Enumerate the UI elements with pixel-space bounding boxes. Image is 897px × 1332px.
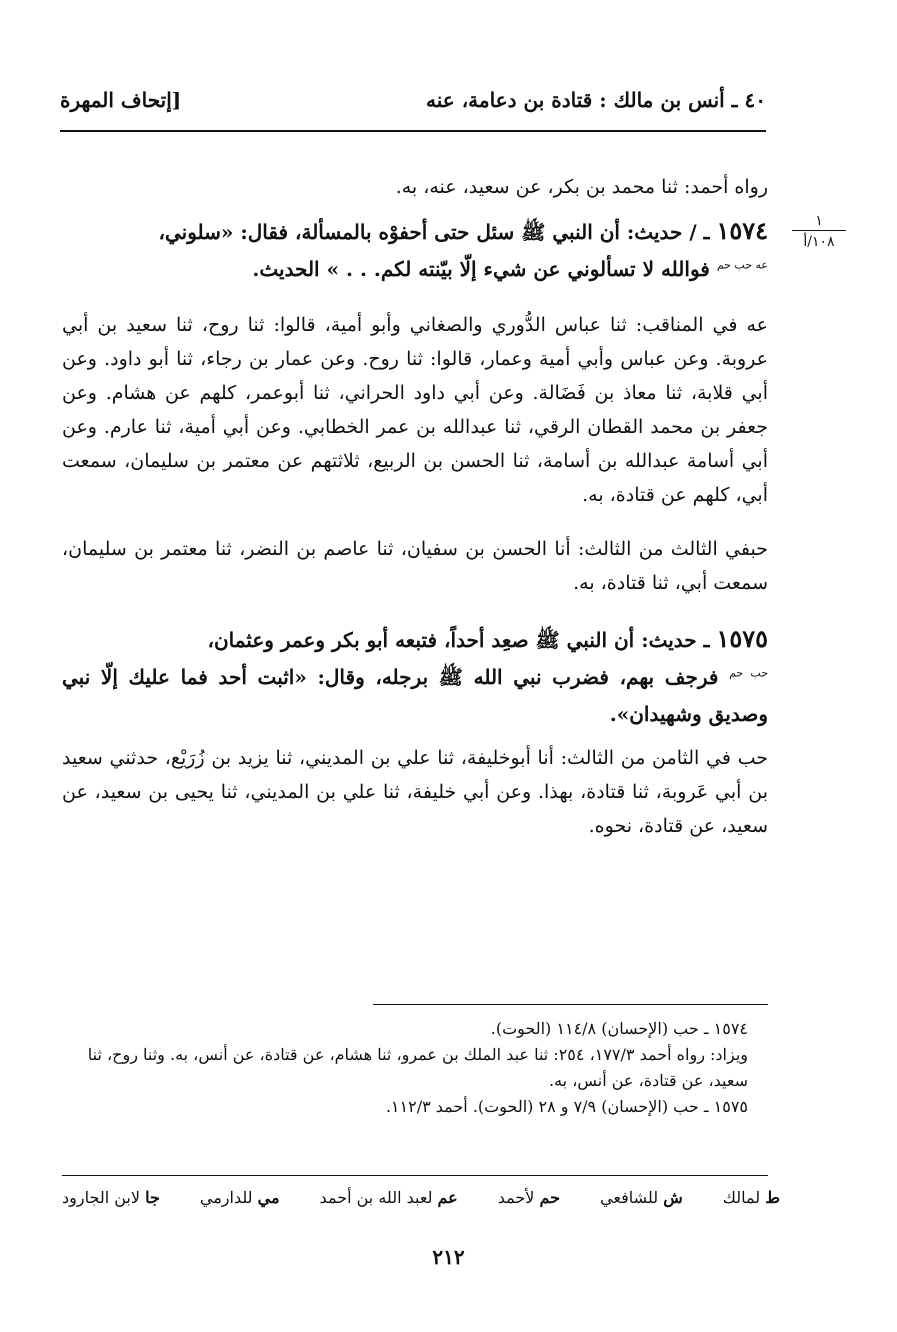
isnad-paragraph-3: حب في الثامن من الثالث: أنا أبوخليفة، ثنا علي بن المديني، ثنا يزيد بن زُرَيْع، حدثني سعيد بن أبي عَروبة، ثنا قتادة، بهذا. وعن أبي خليفة، ثنا علي بن المديني، ثنا يحيى بن سعيد، عن سعيد، عن قتادة، نحوه. [62,747,768,837]
footnote-rule [373,1004,768,1005]
legend-item: ط لمالك [722,1188,780,1207]
page-number: ٢١٢ [432,1245,465,1269]
hadith-sigla: حب حم [729,666,768,680]
legend-item: ش للشافعي [600,1188,683,1207]
header-rule [60,130,766,132]
page-header [60,88,766,120]
hadith-text-line-2: فرجف بهم، فضرب نبي الله ﷺ برجله، وقال: «اثبت أحد فما عليك إلّا نبي وصديق وشهيدان». [62,665,768,726]
hadith-text-line-1: ـ / حديث: أن النبي ﷺ سئل حتى أحفوْه بالمسألة، فقال: «سلوني، [158,220,717,244]
legend-item: حم لأحمد [497,1188,561,1207]
legend-item: جا لابن الجارود [62,1188,160,1207]
running-title: ٤٠ ـ أنس بن مالك : قتادة بن دعامة، عنه [426,88,766,112]
hadith-1574 [62,212,768,288]
hadith-number: ١٥٧٥ [716,624,768,653]
isnad-paragraph-2: حبفي الثالث من الثالث: أنا الحسن بن سفيان، ثنا عاصم بن النضر، ثنا معتمر بن سليمان، سمعت أبي، ثنا قتادة، به. [62,538,768,594]
legend-rule [62,1175,768,1176]
hadith-number: ١٥٧٤ [716,216,768,245]
margin-note-bottom: ١٠٨/أ [803,234,835,250]
footnotes [62,1016,768,1120]
hadith-1575 [62,620,768,733]
hadith-text-line-2: فوالله لا تسألوني عن شيء إلّا بيّنته لكم. . . » الحديث. [252,257,710,281]
isnad-paragraph-1: عه في المناقب: ثنا عباس الدُّوري والصغاني وأبو أمية، قالوا: ثنا روح، ثنا سعيد بن أبي عروبة. وعن عباس وأبي أمية وعمار، قالوا: ثنا روح. وعن عمار بن رجاء، ثنا أبو داود. وعن أبي قلابة، ثنا معاذ بن فَضَالة. وعن أبي داود الحراني، ثنا أبوعمر، كلهم عن هشام. وعن جعفر بن محمد القطان الرقي، ثنا عبدالله بن عمر الخطابي. وعن أبي أمية، ثنا عارم. وعن أبي أسامة عبدالله بن أسامة، ثنا الحسن بن الربيع، ثلاثتهم عن معتمر بن سليمان، سمعت أبي، كلهم عن قتادة، به. [62,314,768,506]
hadith-sigla: عه حب حم [716,258,768,272]
book-title: [إتحاف المهرة [60,88,182,112]
footnote-1574: ١٥٧٤ ـ حب (الإحسان) ١١٤/٨ (الحوت). [490,1019,748,1038]
margin-folio-note [788,212,850,253]
hadith-text-line-1: ـ حديث: أن النبي ﷺ صعِد أحداً، فتبعه أبو بكر وعمر وعثمان، [207,628,717,652]
intro-line: رواه أحمد: ثنا محمد بن بكر، عن سعيد، عنه، به. [395,176,768,198]
footnote-addition: ويزاد: رواه أحمد ١٧٧/٣، ٢٥٤: ثنا عبد الملك بن عمرو، ثنا هشام، عن قتادة، عن أنس، به. وثنا روح، ثنا سعيد، عن قتادة، عن أنس، به. [87,1045,748,1090]
sigla-legend [62,1188,780,1207]
margin-note-top: ١ [815,213,823,229]
legend-item: عم لعبد الله بن أحمد [319,1188,458,1207]
main-text [62,170,768,863]
legend-item: مي للدارمي [199,1188,280,1207]
footnote-1575: ١٥٧٥ ـ حب (الإحسان) ٧/٩ و ٢٨ (الحوت). أحمد ١١٢/٣. [385,1097,748,1116]
